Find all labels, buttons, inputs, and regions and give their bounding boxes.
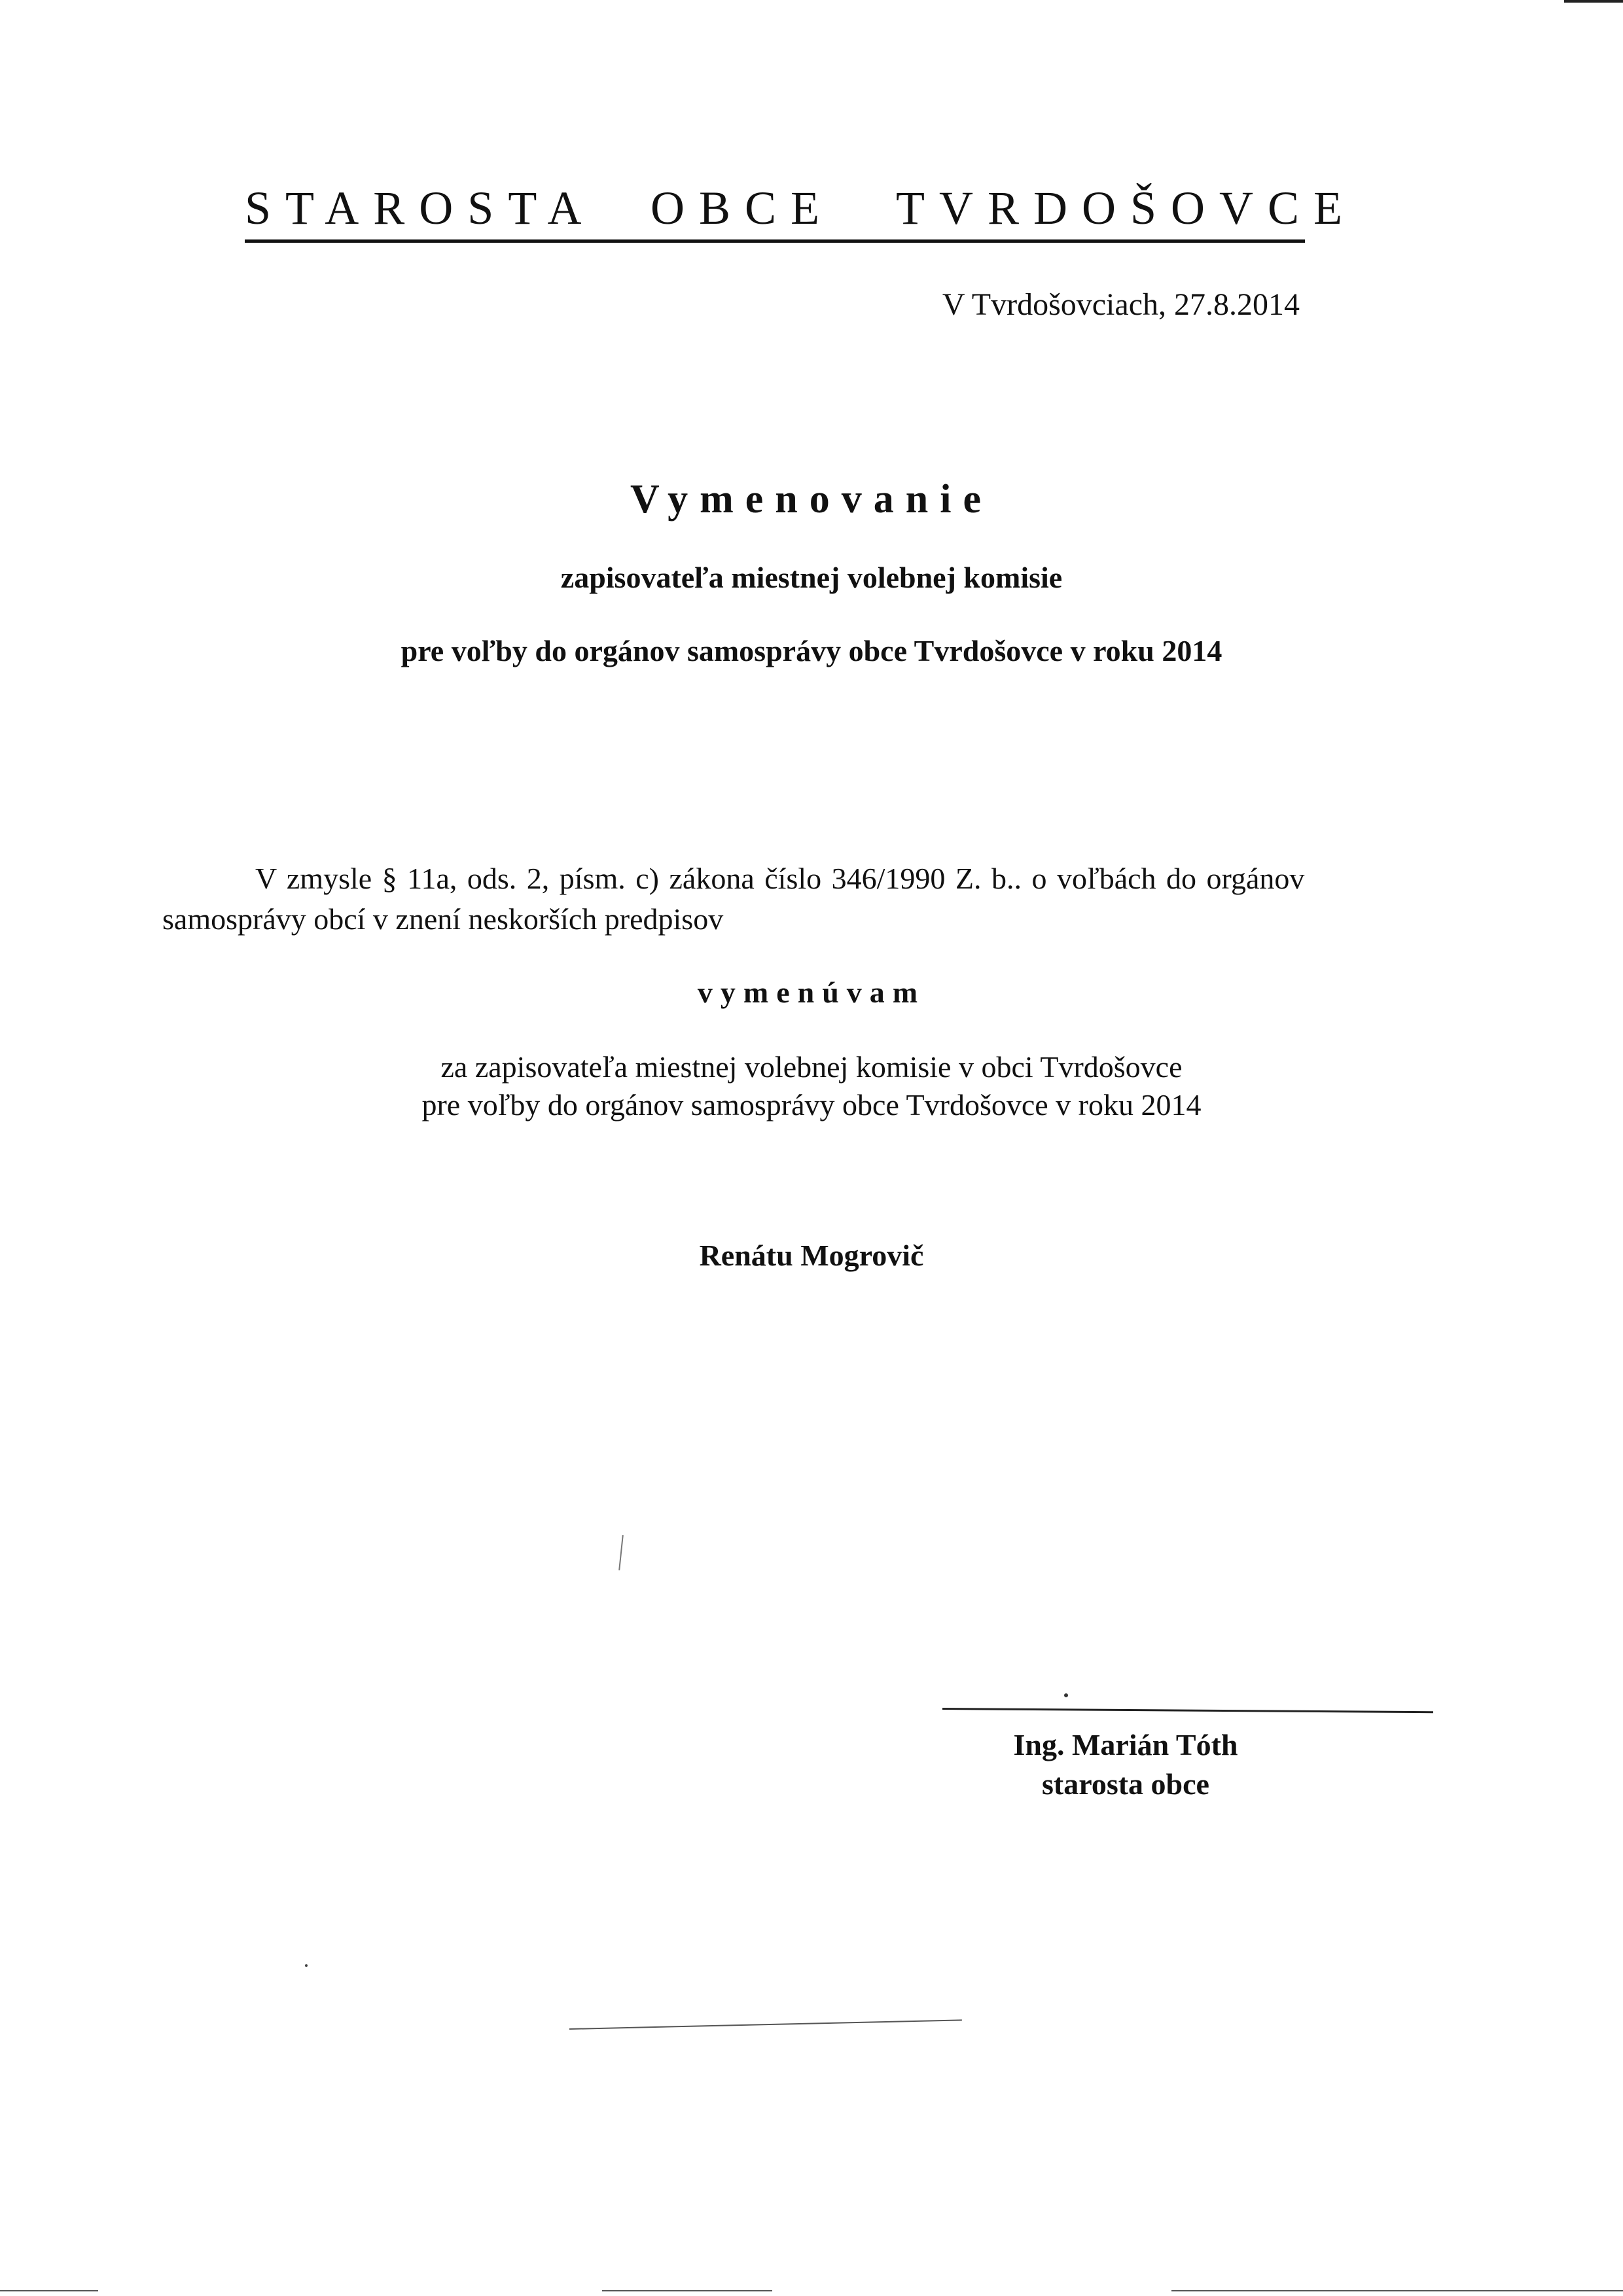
stamp-dot bbox=[1064, 1693, 1068, 1697]
stamp-dot bbox=[305, 1964, 308, 1967]
appointee-name: Renátu Mogrovič bbox=[699, 1239, 924, 1272]
document-title: Vymenovanie bbox=[630, 477, 993, 521]
place-date: V Tvrdošovciach, 27.8.2014 bbox=[942, 287, 1300, 322]
corner-mark bbox=[1564, 0, 1623, 3]
appoint-word: vymenúvam bbox=[697, 976, 926, 1009]
bottom-edge-mark-right bbox=[1171, 2290, 1623, 2291]
document-header bbox=[245, 177, 1357, 243]
bottom-edge-mark-center bbox=[602, 2290, 772, 2291]
stamp-trace bbox=[618, 1535, 624, 1570]
header-word-starosta: STAROSTA bbox=[245, 182, 596, 234]
signer-title: starosta obce bbox=[1042, 1767, 1209, 1801]
signer-name: Ing. Marián Tóth bbox=[1013, 1728, 1238, 1761]
signature-line bbox=[942, 1708, 1433, 1713]
bottom-edge-mark-left bbox=[0, 2290, 98, 2291]
appointment-text-line-2: pre voľby do orgánov samosprávy obce Tvrdošovce v roku 2014 bbox=[421, 1088, 1202, 1122]
header-word-obce: OBCE bbox=[651, 182, 834, 234]
document-subtitle-line-2: pre voľby do orgánov samosprávy obce Tvrdošovce v roku 2014 bbox=[401, 634, 1222, 667]
legal-basis-line-1: V zmysle § 11a, ods. 2, písm. c) zákona číslo 346/1990 Z. b.. o voľbách do orgánov bbox=[255, 862, 1305, 895]
legal-basis-line-2: samosprávy obcí v znení neskorších predpisov bbox=[162, 902, 724, 936]
appointment-text-line-1: za zapisovateľa miestnej volebnej komisie v obci Tvrdošovce bbox=[440, 1050, 1183, 1084]
stamp-ghost-line bbox=[569, 2019, 962, 2030]
header-word-municipality: TVRDOŠOVCE bbox=[896, 182, 1357, 234]
document-subtitle-line-1: zapisovateľa miestnej volebnej komisie bbox=[560, 561, 1063, 594]
